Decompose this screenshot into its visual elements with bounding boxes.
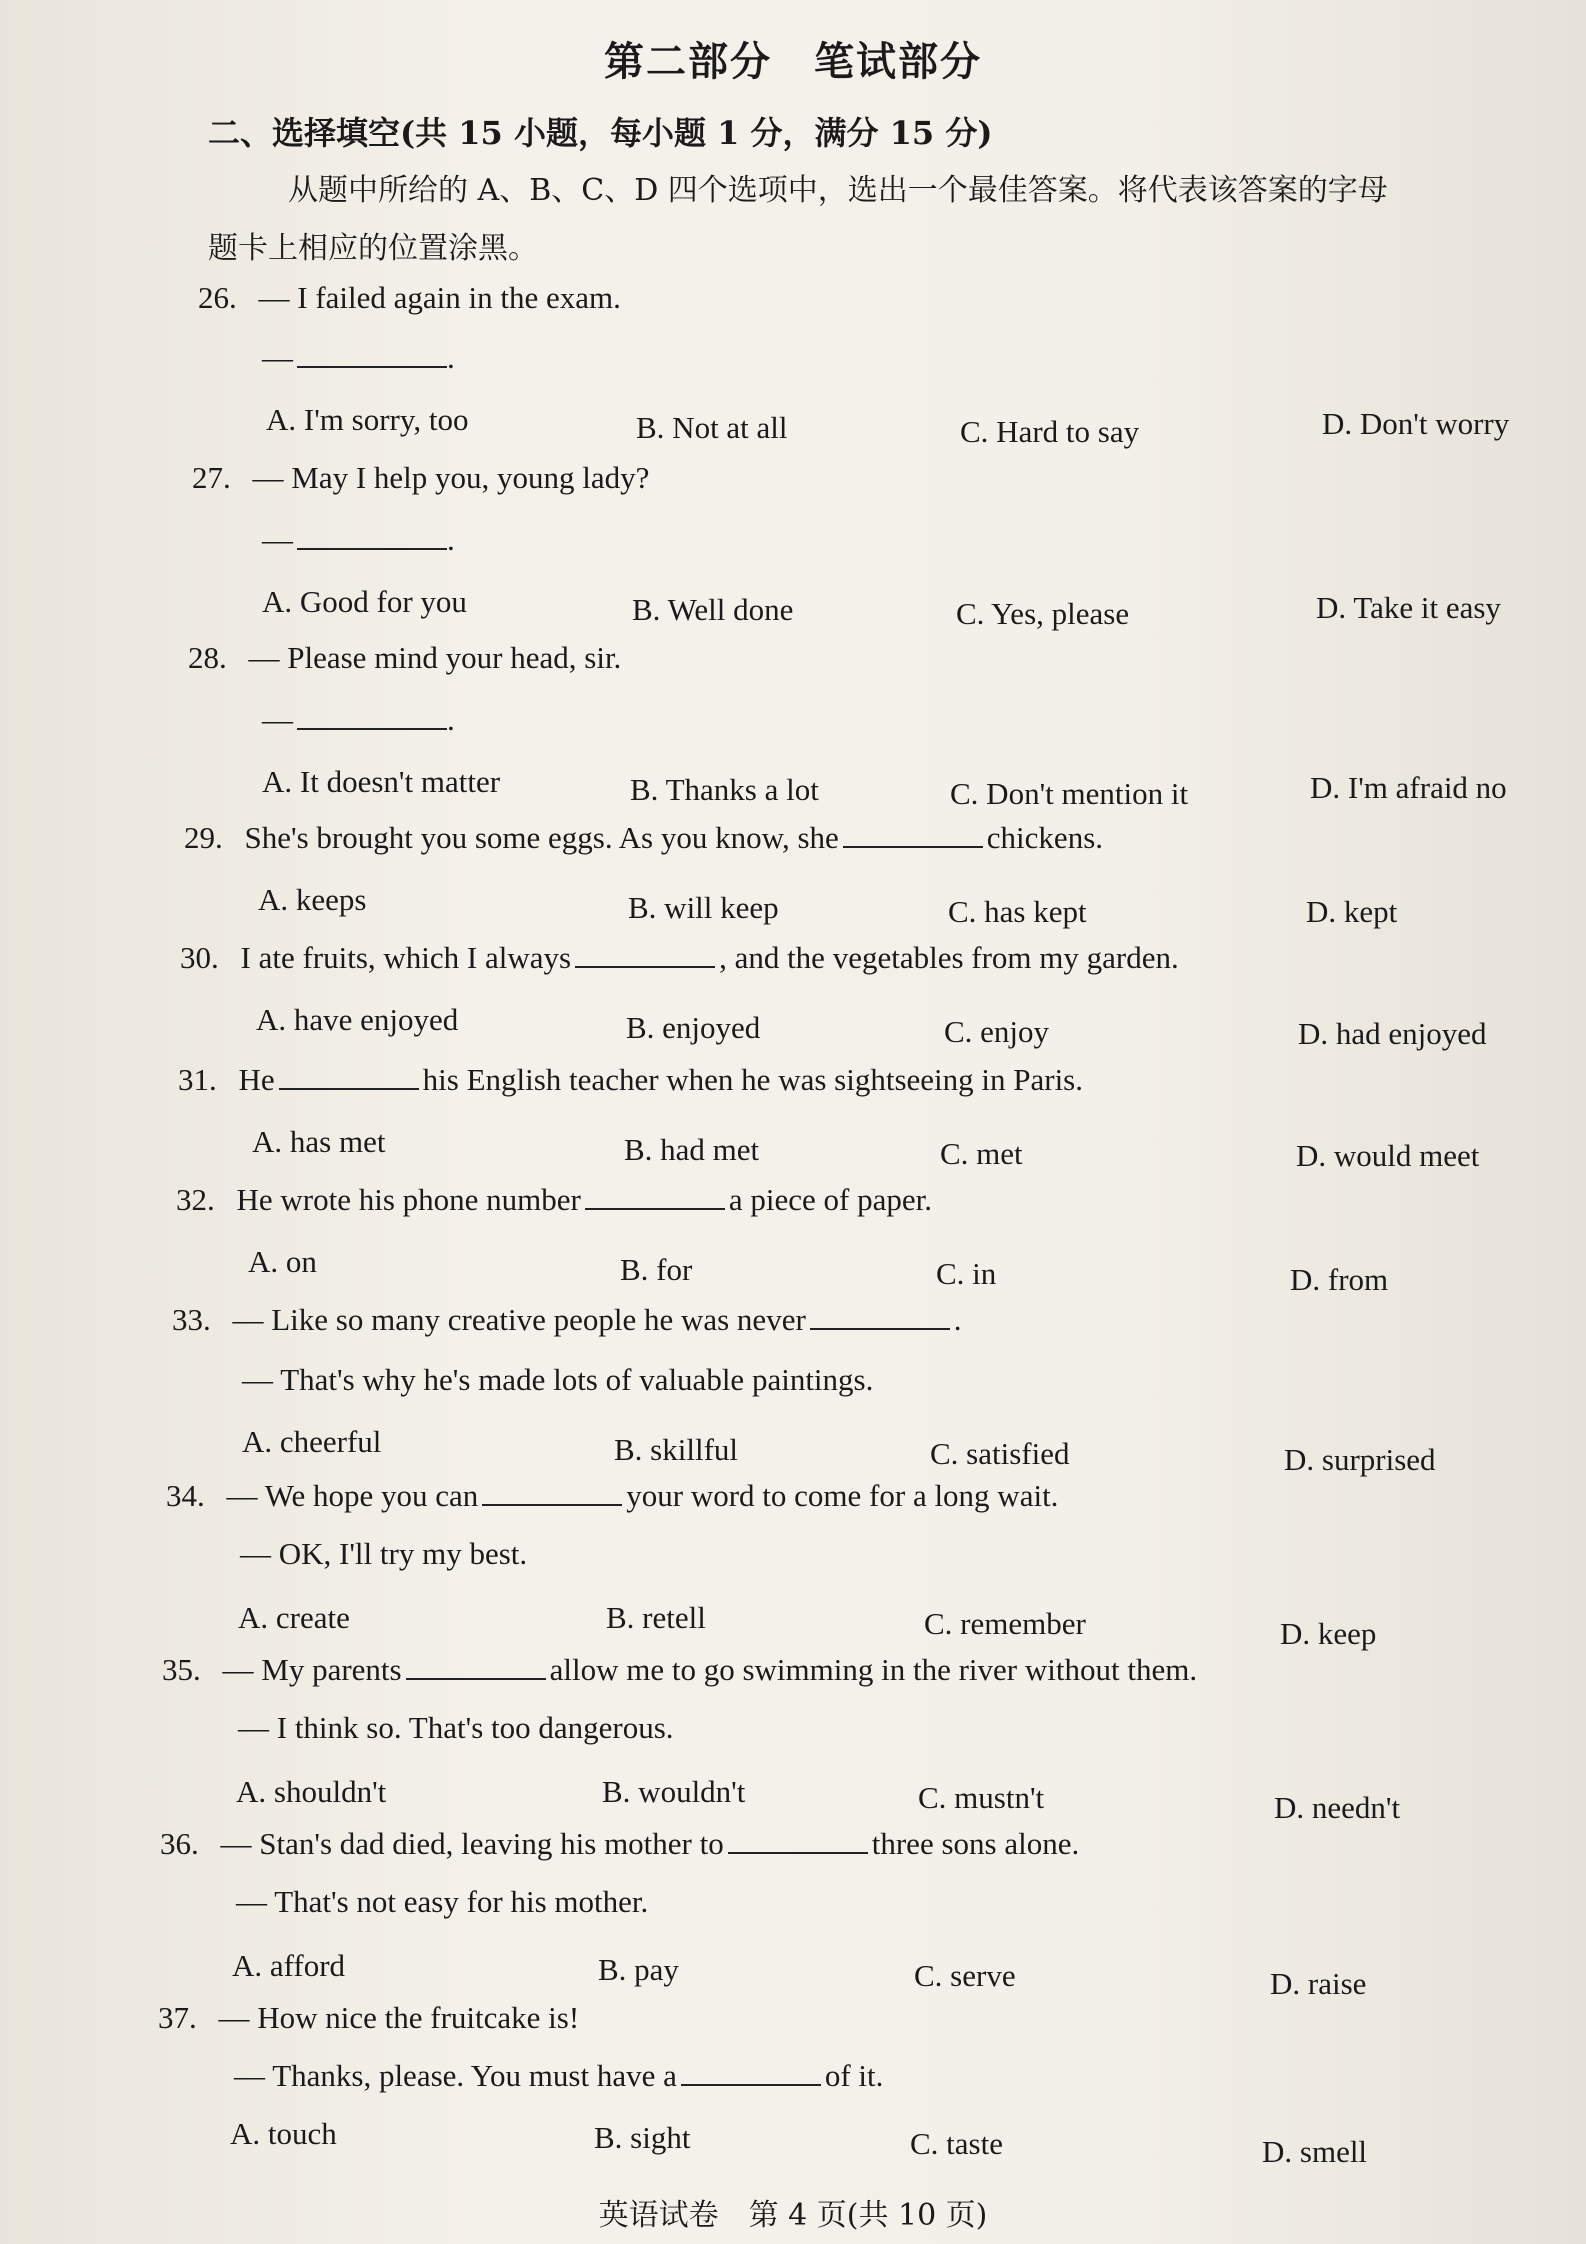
answer-blank [843, 824, 983, 848]
question-number: 34. [166, 1478, 205, 1513]
answer-blank [279, 1066, 419, 1090]
section-heading: 二、选择填空(共 15 小题，每小题 1 分，满分 15 分) [208, 114, 993, 152]
question-stem: — I failed again in the exam. [258, 280, 621, 315]
question-number: 31. [178, 1062, 217, 1097]
option-c: C. enjoy [944, 1014, 1050, 1049]
instructions-line-2: 题卡上相应的位置涂黑。 [208, 231, 538, 266]
instructions [208, 162, 1578, 278]
option-b: B. skillful [614, 1432, 739, 1467]
option-d: D. Take it easy [1316, 590, 1501, 625]
question-stem-start: — Stan's dad died, leaving his mother to [220, 1826, 724, 1861]
response-line: — OK, I'll try my best. [240, 1536, 528, 1571]
option-a: A. It doesn't matter [262, 764, 501, 799]
exam-page: 第二部分 笔试部分 二、选择填空(共 15 小题，每小题 1 分，满分 15 分) 从题中所给的 A、B、C、D 四个选项中，选出一个最佳答案。将代表该答案的字母 题卡上相应的位置涂黑。 26. — I failed again in the exam. — . A. I'm sorry, too B. Not at all C. Hard to say D. Don't worry 27. — May I help you, young lady? — . A. Good for you B. Well done C. Yes, please D. Take it easy 28. — Please mind your head, sir. — . A. It doesn't matter B. Thanks a lot C. Don't mention it D. I'm afraid no 29. She's brought you some eggs. As you know, she chickens. A. keeps B. will keep C. has kept D. kept 30. I ate fruits, which I always , and the vegetables from my garden. A. have enjoyed B. enjoyed C. enjoy D. had enjoyed 31. He his English teacher when he was sightseeing in Paris. A. has met B. had met C. met D. would meet 32. He wrote his phone number a piece of paper. A. on B. for C. in D. from 33. — Like so many creative people he was never . — That's why he's made lots of valuable paintings. A. cheerful B. skillful C. satisfied D. surprised 34. — We hope you can your word to come for a long wait. — OK, I'll try my best. A. create B. retell C. remember D. keep 35. — My parents allow me to go swimming in the river without them. — I think so. That's too dangerous. A. shouldn't B. wouldn't C. mustn't D. needn't 36. — Stan's dad died, leaving his mother to three sons alone. — That's not easy for his mother. A. afford B. pay C. serve D. raise 37. — How nice the fruitcake is! — Thanks, please. You must have a of it. A. touch B. sight C. taste D. smell 英语试卷 第 4 页(共 10 页) [0, 0, 1586, 2244]
option-d: D. surprised [1284, 1442, 1436, 1477]
question-stem-end: . [953, 1302, 962, 1337]
question-stem-start: He [238, 1062, 275, 1097]
question-number: 37. [158, 2000, 197, 2035]
response-start: — Thanks, please. You must have a [234, 2058, 677, 2093]
option-c: C. in [936, 1256, 997, 1291]
option-d: D. needn't [1274, 1790, 1401, 1825]
option-b: B. for [620, 1252, 693, 1287]
question-stem-start: He wrote his phone number [236, 1182, 581, 1217]
response-dash: — [262, 702, 293, 737]
option-a: A. on [248, 1244, 317, 1279]
question-number: 33. [172, 1302, 211, 1337]
option-d: D. had enjoyed [1298, 1016, 1487, 1051]
option-c: C. met [940, 1136, 1023, 1171]
question-stem-start: — My parents [222, 1652, 402, 1687]
response-line: — That's why he's made lots of valuable paintings. [242, 1362, 874, 1397]
option-b: B. enjoyed [626, 1010, 761, 1045]
option-c: C. has kept [948, 894, 1087, 929]
option-d: D. smell [1262, 2134, 1368, 2169]
option-b: B. wouldn't [602, 1774, 746, 1809]
question-stem: — Please mind your head, sir. [248, 640, 622, 675]
option-c: C. Don't mention it [950, 776, 1189, 811]
option-b: B. Thanks a lot [630, 772, 819, 807]
option-c: C. satisfied [930, 1436, 1070, 1471]
answer-blank [585, 1186, 725, 1210]
answer-blank [810, 1306, 950, 1330]
answer-blank [297, 526, 447, 550]
question-number: 30. [180, 940, 219, 975]
option-b: B. retell [606, 1600, 706, 1635]
answer-blank [297, 706, 447, 730]
question-number: 35. [162, 1652, 201, 1687]
option-d: D. I'm afraid no [1310, 770, 1507, 805]
option-d: D. keep [1280, 1616, 1377, 1651]
option-a: A. Good for you [262, 584, 467, 619]
option-c: C. Yes, please [956, 596, 1130, 631]
question-stem-end: a piece of paper. [728, 1182, 932, 1217]
response-dash: — [262, 340, 293, 375]
option-a: A. has met [252, 1124, 386, 1159]
question-stem-end: his English teacher when he was sightseeing in Paris. [422, 1062, 1083, 1097]
answer-blank [728, 1830, 868, 1854]
option-a: A. keeps [258, 882, 367, 917]
option-a: A. shouldn't [236, 1774, 387, 1809]
option-a: A. I'm sorry, too [266, 402, 469, 437]
response-line: — I think so. That's too dangerous. [238, 1710, 674, 1745]
option-c: C. Hard to say [960, 414, 1140, 449]
option-d: D. kept [1306, 894, 1398, 929]
question-stem-end: three sons alone. [871, 1826, 1080, 1861]
answer-blank [575, 944, 715, 968]
question-stem-end: , and the vegetables from my garden. [719, 940, 1179, 975]
question-stem: — How nice the fruitcake is! [218, 2000, 580, 2035]
question-stem-start: She's brought you some eggs. As you know, she [244, 820, 839, 855]
response-dash: — [262, 522, 293, 557]
option-d: D. would meet [1296, 1138, 1480, 1173]
response-line: — That's not easy for his mother. [236, 1884, 649, 1919]
option-c: C. serve [914, 1958, 1016, 1993]
question-number: 29. [184, 820, 223, 855]
option-a: A. cheerful [242, 1424, 382, 1459]
question-stem-start: — We hope you can [226, 1478, 479, 1513]
option-d: D. raise [1270, 1966, 1367, 2001]
option-b: B. pay [598, 1952, 679, 1987]
question-stem-end: your word to come for a long wait. [626, 1478, 1059, 1513]
page-footer: 英语试卷 第 4 页(共 10 页) [598, 2198, 988, 2233]
answer-blank [681, 2062, 821, 2086]
question-number: 27. [192, 460, 231, 495]
question-number: 32. [176, 1182, 215, 1217]
option-a: A. touch [230, 2116, 337, 2151]
response-end: of it. [824, 2058, 884, 2093]
instructions-line-1: 从题中所给的 A、B、C、D 四个选项中，选出一个最佳答案。将代表该答案的字母 [288, 173, 1388, 208]
option-d: D. from [1290, 1262, 1389, 1297]
option-c: C. remember [924, 1606, 1086, 1641]
question-stem: — May I help you, young lady? [252, 460, 650, 495]
option-a: A. create [238, 1600, 350, 1635]
option-a: A. afford [232, 1948, 346, 1983]
option-b: B. Not at all [636, 410, 788, 445]
part-title: 第二部分 笔试部分 [604, 38, 982, 85]
option-c: C. mustn't [918, 1780, 1045, 1815]
option-b: B. sight [594, 2120, 691, 2155]
option-b: B. will keep [628, 890, 779, 925]
question-stem-start: I ate fruits, which I always [240, 940, 572, 975]
option-b: B. Well done [632, 592, 794, 627]
option-d: D. Don't worry [1322, 406, 1510, 441]
question-number: 28. [188, 640, 227, 675]
option-c: C. taste [910, 2126, 1003, 2161]
question-number: 36. [160, 1826, 199, 1861]
question-stem-end: allow me to go swimming in the river without them. [549, 1652, 1198, 1687]
question-stem-start: — Like so many creative people he was never [232, 1302, 806, 1337]
question-stem-end: chickens. [986, 820, 1104, 855]
question-number: 26. [198, 280, 237, 315]
option-a: A. have enjoyed [256, 1002, 459, 1037]
answer-blank [482, 1482, 622, 1506]
answer-blank [297, 344, 447, 368]
option-b: B. had met [624, 1132, 760, 1167]
answer-blank [406, 1656, 546, 1680]
